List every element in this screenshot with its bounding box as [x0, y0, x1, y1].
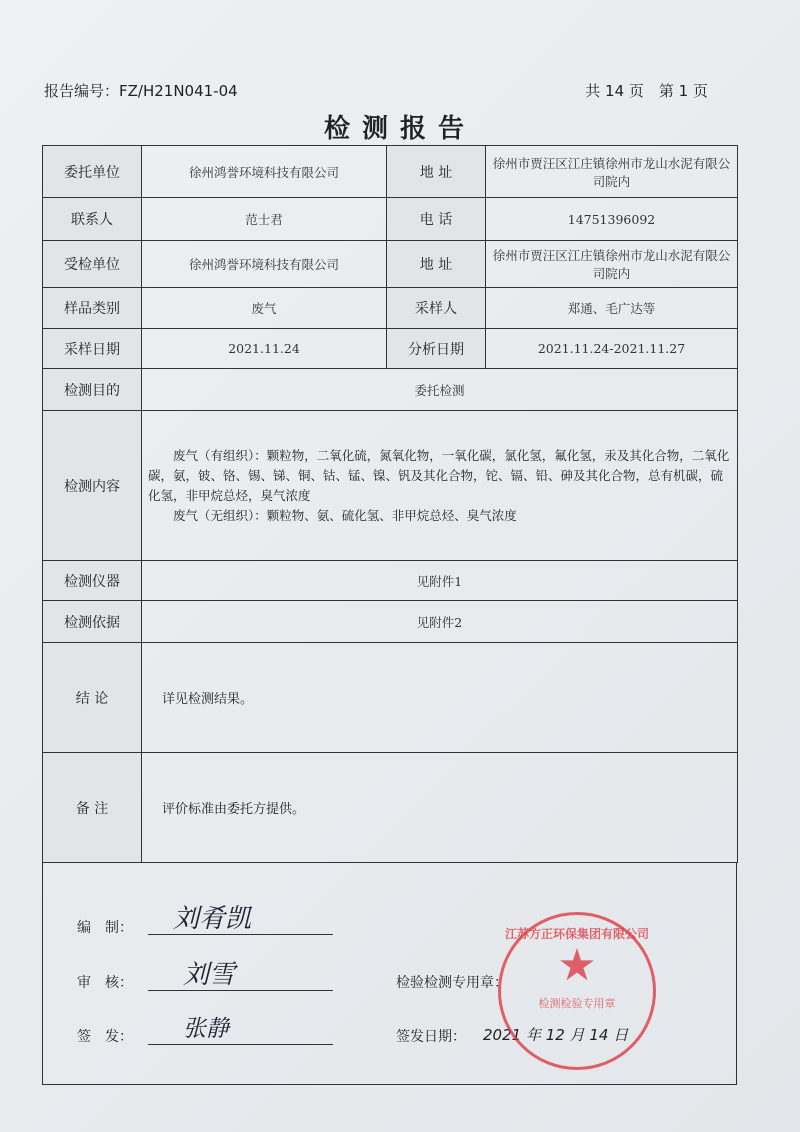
content	[142, 411, 738, 561]
report-number: 报告编号：FZ/H21N041-04	[44, 82, 238, 100]
sample-date: 2021.11.24	[142, 329, 387, 369]
purpose: 委托检测	[142, 369, 738, 411]
star-icon: ★	[557, 940, 597, 991]
remark-label: 备 注	[43, 753, 142, 863]
compiler-signature: 刘肴凯	[173, 904, 252, 934]
issuer-signature: 张静	[183, 1016, 229, 1042]
contact: 范士君	[142, 198, 387, 241]
sample-type: 废气	[142, 288, 387, 329]
issuer-label: 签 发：	[77, 1029, 133, 1045]
conclusion: 详见检测结果。	[142, 643, 738, 753]
report-table	[42, 145, 738, 863]
content-label: 检测内容	[43, 411, 142, 561]
reviewer-label: 审 核：	[77, 975, 133, 991]
seal-subtitle: 检测检验专用章	[538, 997, 616, 1010]
addr-label-2: 地 址	[387, 241, 486, 288]
content-unorganized: 废气（无组织）：颗粒物、氨、硫化氢、非甲烷总烃、臭气浓度	[173, 507, 517, 523]
instrument: 见附件1	[142, 561, 738, 601]
analysis-date-label: 分析日期	[387, 329, 486, 369]
inspected-label: 受检单位	[43, 241, 142, 288]
company-seal	[498, 912, 656, 1070]
addr-label: 地 址	[387, 146, 486, 198]
seal-name: 江苏方正环保集团有限公司	[504, 927, 649, 941]
client-address: 徐州市贾汪区江庄镇徐州市龙山水泥有限公司院内	[486, 146, 738, 198]
issue-date-label: 签发日期：	[396, 1029, 466, 1045]
page-count: 共 14 页 第 1 页	[585, 82, 708, 100]
phone-label: 电 话	[387, 198, 486, 241]
sample-type-label: 样品类别	[43, 288, 142, 329]
seal-label: 检验检测专用章：	[396, 975, 508, 991]
reviewer-signature: 刘雪	[183, 960, 236, 990]
sampler: 郑通、毛广达等	[486, 288, 738, 329]
analysis-date: 2021.11.24-2021.11.27	[486, 329, 738, 369]
client-label: 委托单位	[43, 146, 142, 198]
sampler-label: 采样人	[387, 288, 486, 329]
basis-label: 检测依据	[43, 601, 142, 643]
remark: 评价标准由委托方提供。	[142, 753, 738, 863]
sample-date-label: 采样日期	[43, 329, 142, 369]
instrument-label: 检测仪器	[43, 561, 142, 601]
contact-label: 联系人	[43, 198, 142, 241]
issue-date: 2021 年 12 月 14 日	[483, 1026, 629, 1044]
phone: 14751396092	[486, 198, 738, 241]
page-title: 检测报告	[323, 114, 476, 144]
client: 徐州鸿誉环境科技有限公司	[142, 146, 387, 198]
basis: 见附件2	[142, 601, 738, 643]
purpose-label: 检测目的	[43, 369, 142, 411]
inspected-address: 徐州市贾汪区江庄镇徐州市龙山水泥有限公司院内	[486, 241, 738, 288]
compiler-label: 编 制：	[77, 920, 133, 936]
inspected: 徐州鸿誉环境科技有限公司	[142, 241, 387, 288]
content-organized: 废气（有组织）：颗粒物，二氧化硫，氮氧化物，一氧化碳，氯化氢，氟化氢，汞及其化合物，二氧化碳，氨，铍、铬、锡、锑、铜、钴、锰、镍、钒及其化合物，铊、镉、铅、砷及其化合物，总有机碳，硫化氢，非甲烷总烃，臭气浓度	[148, 447, 730, 503]
conclusion-label: 结 论	[43, 643, 142, 753]
